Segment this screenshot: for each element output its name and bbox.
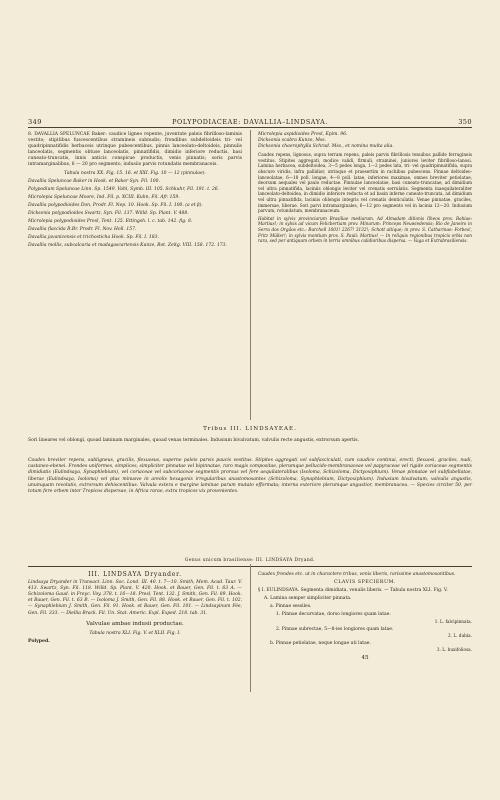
genus-references: Lindsaya Dryander in Transact. Linn. Soc. Lond. III. 40. t. 7—10. Smith, Mem. Acad. Taur. V. 413. Swartz, Syn. Fil. 118. Willd. Sp. Plant. V. 420. Hook. et Bauer, Gen. Fil. t. 63 A. — Schizoloma Gaud. in Freyc. Voy. 378. t. 16—18. Presl, Tent. 132. J. Smith, Gen. Fil. 89. Hook. et Bauer, Gen. Fil. t. 63 B. — Isoloma J. Smith, Gen. Fil. 88. Hook. et Bauer, Gen. Fil. t. 102. — Synaphlebium J. Smith, Gen. Fil. 91. Hook. et Bauer, Gen. Fil. 101. — Lindsayinum Fée, Gen. Fil. 333. — Diellia Brack. Fil. Un. Stat. Americ. Expl. Exped. 218. tab. 31. [28, 580, 242, 616]
page-number-left: 349 [28, 118, 42, 126]
key-section-intro: § I. EULINDSAYA. Segmenta dimidiata, venulis liberis. — Tabula nostra XLI. Fig. V. [258, 588, 448, 594]
synonym-line: Microlepia polypodioides Presl, Tent. 125. Ettingsh. l. c. tab. 142. fig. 8. [28, 219, 193, 225]
genus-caudex-note: Caudex frondes etc. ut in charactere tribus, venis liberis, rarissime anastomosantibus. [258, 572, 456, 577]
synonym-line: Davallia flaccida R.Br. Prodr. Fl. Nov. Holl. 157. [28, 227, 137, 233]
synonym-line: Dicksonia scabra Kunze, Mss. [258, 138, 327, 144]
upper-right-column [258, 132, 472, 252]
tribus-heading: Tribus III. LINDSAYEAE. [203, 426, 297, 432]
upper-left-column [28, 132, 242, 252]
species-description: 8. DAVALLIA SPELUNCAE Baker: caudice ligneo repente, juventute paleis fibrilloso-laminis vestito; stipitibus fuscescentibus stramineis subnudis; frondibus subdeltoideis tri- vel quadripinnatifidis herbaceis utrinque pubescentibus, pinnis lanceolato-deltoideis, pinnulis lanceolatis, segmentis obtuse lanceolatis, pinnatifidis, dimidio inferiore reductis, basi cuneato-truncatis, innis anticis conspicue productis, venis pinnatis; soris parvis intramarginalibus, 6 — 20 pro segmento, indusiis parvis rotundatis membranaceis. [28, 132, 242, 168]
key-step-a: a. Pinnae sessiles. [270, 604, 312, 610]
tribus-sori-text: Sori lineares vel oblongi, quoad laminam marginales, quoad venas terminales. Indusium bivalvatum, valvulis recte angustis, extrorsum apertis. [28, 438, 360, 443]
page-number-right: 350 [458, 118, 472, 126]
key-result-1: 1. L. falcipinnata. [434, 618, 472, 624]
synonym-line: Microlepia Speluncae Moore, Ind. Fil. p. XCIII. Kuhn, Fil. Afr. 159. [28, 194, 180, 200]
running-title: POLYPODIACEAE: DAVALLIA–LINDSAYA. [172, 118, 328, 126]
synonym-line: Dicksonia polypodioides Swartz, Syn. Fil. 137. Willd. Sp. Plant. V. 488. [28, 211, 189, 217]
synonym-line: Davallia javanicensis et trichosticha Hook. Sp. Fil. I. 183. [28, 235, 159, 241]
morphology-description: Caudex repens, lignosus, supra terram repens, paleis parvis fibrillosis tenuibus pallide ferrugineis vestitus. Stipites aggregati, modice validi, firmuli, straminei, juniores leviter fibrilloso-lanosi. Lamina herbacea, subdeltoidea, 3—5 pedes longa, 1—2 pedes lata, tri- vel quadripinnatifida, supra obscure viridis, infra pallidior, utrinque et praesertim in rachibus pubescens. Pinnae deltoideo-lanceolatae, 6—18 poll. longae, 4—8 poll. latae, inferiores maximae, omnes breviter petiolatae, deorsum aequales vel paulo reductae. Pinnulae lanceolatae, basi cuneato-truncatae, ad dimidium vel ultra pinnatifida, laciniis oblongis leviter vel crenatis serrulatis. Segmenta inaequilateraliter lanceolato-deltoidea, in dimidio inferiore reducta et ad basin inferne cuneato-truncata, ad dimidium vel ultra pinnatifida, laciniis oblongis integris vel crenatis denticulatis. Venae pinnatae, graciles, immersae, liberae. Sori parvi intramarginales, 6—12 pro segmento vel in lacinia 12—20. Indusium parvum, rotundatum, membranaceum. [258, 152, 472, 214]
synonym-line: Davallia polypodioides Don, Prodr. Fl. Nep. 10. Hook. Sp. Fil. I. 100. (a et β). [28, 202, 203, 208]
header-rule [28, 127, 472, 128]
footer-signature: Polyped. [28, 638, 50, 644]
lower-columns [28, 572, 472, 663]
genus-heading: III. LINDSAYA Dryander. [88, 571, 182, 578]
synonym-line: Polypodium Speluncae Linn. Sp. 1549. Vahl, Symb. III. 105. Schkuhr, Fil. 191. t. 26. [28, 186, 220, 192]
habitat-paragraph: Habitat in sylvis provinciarum Brasiliae mediarum. Ad Almadam ditionis Ilheos prov. Bahiae: Martius!; in sylvis ad vicum Felicbertiam prov. Minarum: Princeps Neuwiedensis; Rio de Janeiro in Serra dos Orgãos etc.: Burchell 1601! 2267! 3132!; Schott altique; in prov. S. Catharinae: Forbes!, Fritz Müller!; in sylvis montium prov. S. Pauli: Martius! — In reliquis regionibus tropicis orbis non rara, sed per antiquum orbem in terris omnibus calidioribus dispersa. — Vaga et Extrabrasiliensis. [258, 215, 472, 244]
synonym-line: Microlepia aspidioides Presl, Epim. 96. [258, 132, 348, 137]
lower-right-column [258, 572, 472, 663]
synonym-line: Davallia mollis, subcalcaria et madagascariensis Kunze, Bot. Zeitg. VIII. 158. 172. 173. [28, 243, 227, 249]
key-result-3: 3. L. buxifoliosa. [436, 646, 472, 652]
page-header [28, 118, 472, 126]
key-step-1: 1. Pinnae decurvatae, dorso longiores quam latae. [276, 612, 391, 618]
key-step-a-upper: A. Lamina semper simpliciter pinnata. [264, 596, 352, 602]
tribus-sori [28, 438, 472, 444]
synonym-line: Dicksonia chaerophylla Schrad. Mss., et nomina multa alia. [258, 144, 394, 150]
page-bottom-number: 45 [361, 655, 369, 662]
lower-left-column [28, 572, 242, 663]
upper-columns [28, 132, 472, 252]
key-step-b: b. Pinnae petiolatae, neque longae uti latae. [270, 640, 371, 646]
key-step-2: 2. Pinnae subrectae, 5—8-ies longiores quam latae. [276, 626, 394, 632]
genus-line: Genus unicum brasiliense: III. LINDSAYA Dryand. [184, 558, 316, 563]
synonym-line: Davallia Speluncae Baker in Hook. et Baker Syn. Fil. 100. [28, 178, 160, 184]
key-result-2: 2. L. dubia. [448, 632, 472, 638]
tabula-reference: Tabula nostra XX. Fig. 15. 16. et XXI. Fig. 10 — 12 (pinnulae). [64, 170, 206, 176]
genus-tabula: Tabula nostra XLI. Fig. V. et XLII. Fig. I. [89, 630, 181, 636]
tribus-caudex-text: Caudex breviter repens, subligneus, gracilis, flexuosus, superne paleis parvis paucis vestitus. Stipites aggregati vel subfasciculati, cum caudice continui, erecti, flexuosi, graciles, nudi, castaneo-ebenei. Frondes uniformes, simplices, simpliciter pinnatae vel bipinnatae, raro magis compositae, plerumque pellucido-membranaceae vel papyraceae vel rigide coriaceae segmentis dimidiatis (Eulindsaya, Synaphlebium), vel coriaceae vel subcoriaceae segmentis prorsus vel fere aequilateralibus (Isoloma, Schizoloma, Dictyoxiphium). Venae pinnatae vel subflabellatae, liberae (Eulindsaya, Isoloma) vel plus minusve in areolis hexagonis irregularibus anastomosantes (Schizoloma, Synaphlebium, Dictyoxiphium). Indusium bivalvatum, valvulis angustis, unumquam revolutis, extrorsum dehiscentibus. Valvula extera e margine laminae parum mutato efformata; interna exteriore plerumque angustior, membranacea. — Species circiter 50, per totum fere orbem inter Tropicos dispersae, in Africa rarae, extra tropicos vix provenientes. [28, 458, 472, 495]
tribus-caudex [28, 458, 472, 495]
key-heading: CLAVIS SPECIERUM. [334, 580, 396, 586]
valvulae-line: Valvulae ambae indusii productae. [86, 620, 184, 627]
